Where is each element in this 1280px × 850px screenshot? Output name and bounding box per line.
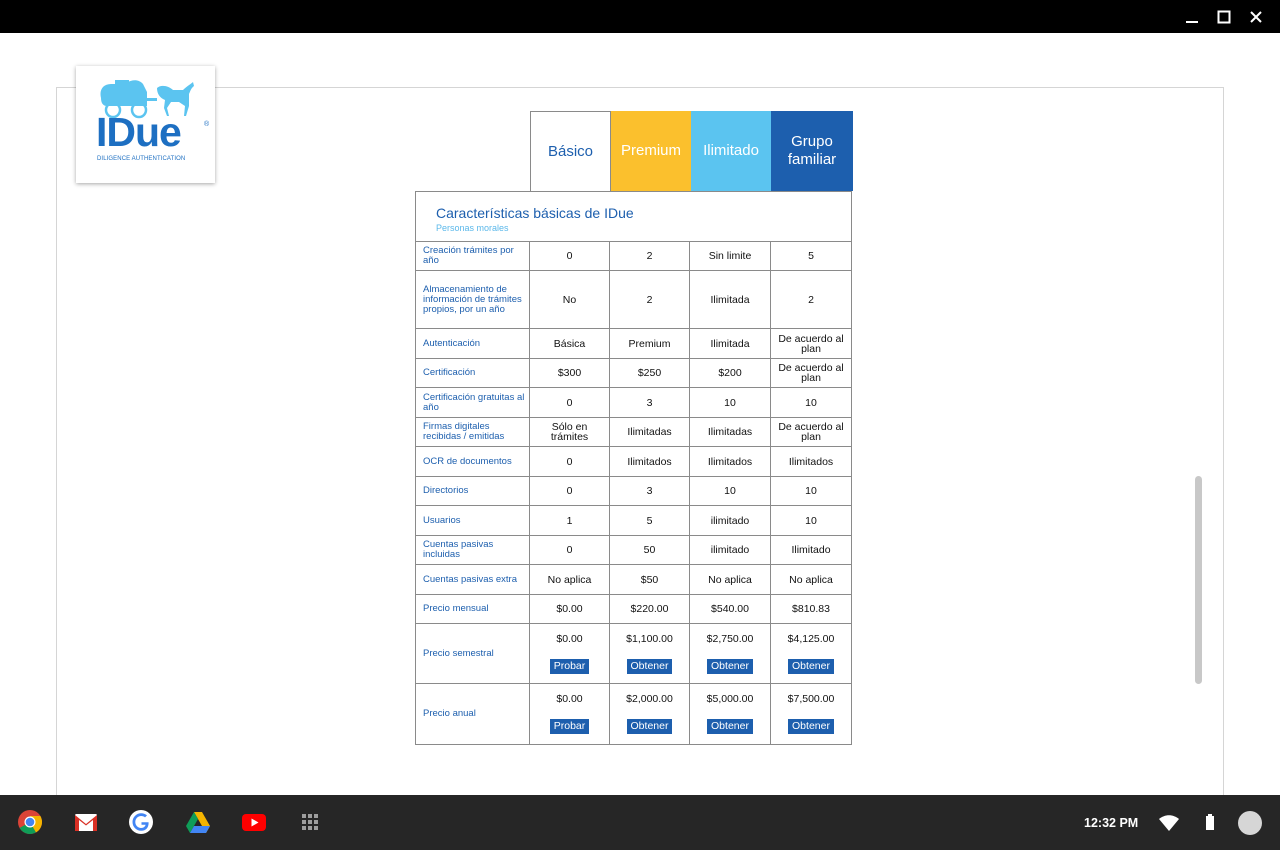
cell-grupo-familiar: No aplica [789, 573, 833, 586]
table-subtitle: Personas morales [436, 223, 509, 233]
row-label: Precio mensual [416, 595, 530, 623]
cell-basico [530, 624, 610, 683]
table-row [416, 242, 851, 271]
row-label: Almacenamiento de información de trámites propios, por un año [416, 271, 530, 328]
cell-basico: 0 [530, 536, 610, 564]
cell-premium: 2 [610, 242, 690, 270]
cell-premium: 50 [610, 536, 690, 564]
cell-grupo-familiar [771, 684, 851, 744]
cell-premium: Ilimitados [610, 447, 690, 476]
obtener-button[interactable]: Obtener [707, 659, 753, 674]
cell-premium: $50 [610, 565, 690, 594]
maximize-icon [1217, 10, 1231, 24]
drive-icon[interactable] [185, 809, 211, 835]
cell-basico: Básica [530, 329, 610, 358]
table-row [416, 388, 851, 418]
cell-basico: 0 [530, 388, 610, 417]
cell-ilimitado: ilimitado [690, 506, 771, 535]
plan-header-basico: Básico [530, 111, 611, 191]
minimize-icon [1185, 10, 1199, 24]
cell-grupo-familiar: 10 [805, 485, 817, 497]
table-row [416, 329, 851, 359]
cell-basico: Sólo en trámites [530, 418, 610, 446]
cell-premium: 5 [610, 506, 690, 535]
system-clock[interactable]: 12:32 PM [1084, 816, 1139, 830]
cell-basico: $300 [530, 359, 610, 387]
table-row-anual [416, 684, 851, 744]
obtener-button[interactable]: Obtener [788, 719, 834, 734]
table-title: Características básicas de IDue [436, 205, 634, 221]
cell-premium: Ilimitadas [610, 418, 690, 446]
cell-premium: 3 [610, 388, 690, 417]
probar-button[interactable]: Probar [550, 719, 590, 734]
cell-grupo-familiar: 10 [805, 514, 817, 527]
cell-ilimitado: Ilimitados [690, 447, 771, 476]
cell-basico: 0 [530, 477, 610, 505]
cell-premium: Premium [610, 329, 690, 358]
price-value: $0.00 [556, 693, 583, 705]
cell-premium [610, 684, 690, 744]
table-row [416, 271, 851, 329]
cell-premium [610, 624, 690, 683]
wifi-icon[interactable] [1157, 811, 1181, 835]
table-row-semestral [416, 624, 851, 684]
cell-ilimitado: Ilimitadas [690, 418, 771, 446]
cell-basico: 0 [530, 242, 610, 270]
price-value: $2,750.00 [706, 632, 754, 645]
cell-grupo-familiar: De acuerdo al plan [778, 362, 844, 384]
table-row [416, 536, 851, 565]
plan-header-premium: Premium [611, 111, 691, 191]
account-avatar[interactable] [1238, 811, 1262, 835]
registered-mark: ® [204, 121, 210, 128]
cell-grupo-familiar: De acuerdo al plan [778, 421, 844, 443]
features-table [415, 191, 852, 745]
cell-ilimitado [690, 624, 771, 683]
page-content [0, 33, 1280, 795]
gmail-icon[interactable] [73, 809, 99, 835]
row-label: Firmas digitales recibidas / emitidas [416, 418, 530, 446]
price-value: $7,500.00 [787, 693, 835, 705]
maximize-button[interactable] [1208, 0, 1240, 33]
cell-premium: 2 [610, 271, 690, 328]
launcher-icon[interactable] [297, 809, 323, 835]
cell-ilimitado: Sin limite [690, 242, 771, 270]
row-label: Usuarios [416, 506, 530, 535]
youtube-icon[interactable] [241, 809, 267, 835]
cell-grupo-familiar: Ilimitado [791, 544, 831, 556]
cell-ilimitado: Ilimitada [690, 329, 771, 358]
table-row [416, 359, 851, 388]
row-label: Cuentas pasivas incluidas [416, 536, 530, 564]
cell-grupo-familiar [771, 624, 851, 683]
cell-ilimitado [690, 684, 771, 744]
table-row [416, 447, 851, 477]
row-label: Precio semestral [416, 624, 530, 683]
row-label: Certificación gratuitas al año [416, 388, 530, 417]
cell-basico: 0 [530, 447, 610, 476]
window-titlebar [0, 0, 1280, 33]
logo-tagline: DILIGENCE AUTHENTICATION [97, 156, 186, 162]
google-icon[interactable] [128, 809, 154, 835]
row-label: OCR de documentos [416, 447, 530, 476]
cell-premium: $220.00 [610, 595, 690, 623]
price-value: $4,125.00 [787, 632, 835, 645]
obtener-button[interactable]: Obtener [627, 659, 673, 674]
probar-button[interactable]: Probar [550, 659, 590, 674]
price-value: $0.00 [556, 632, 583, 645]
cell-ilimitado: $540.00 [690, 595, 771, 623]
cell-ilimitado: ilimitado [690, 536, 771, 564]
table-row [416, 477, 851, 506]
table-row [416, 418, 851, 447]
row-label: Certificación [416, 359, 530, 387]
vertical-scrollbar[interactable] [1195, 476, 1202, 684]
row-label: Cuentas pasivas extra [416, 565, 530, 594]
close-button[interactable] [1240, 0, 1272, 33]
obtener-button[interactable]: Obtener [627, 719, 673, 734]
cell-basico: No aplica [530, 565, 610, 594]
cell-basico: 1 [530, 506, 610, 535]
cell-grupo-familiar: 10 [805, 396, 817, 409]
price-value: $1,100.00 [626, 632, 673, 645]
table-row [416, 595, 851, 624]
cell-ilimitado: Ilimitada [690, 271, 771, 328]
cell-premium: $250 [610, 359, 690, 387]
cell-ilimitado: $200 [690, 359, 771, 387]
price-value: $2,000.00 [626, 693, 673, 705]
cell-grupo-familiar: 5 [808, 250, 814, 262]
row-label: Directorios [416, 477, 530, 505]
cell-ilimitado: 10 [690, 388, 771, 417]
table-title-block [416, 192, 851, 242]
obtener-button[interactable]: Obtener [788, 659, 834, 674]
cell-grupo-familiar: De acuerdo al plan [778, 332, 844, 355]
logo-wordmark: IDue [96, 109, 181, 155]
cell-grupo-familiar: 2 [808, 293, 814, 306]
cell-grupo-familiar: Ilimitados [788, 455, 834, 468]
cell-basico [530, 684, 610, 744]
close-icon [1249, 10, 1263, 24]
minimize-button[interactable] [1176, 0, 1208, 33]
price-value: $5,000.00 [706, 693, 754, 705]
row-label: Autenticación [416, 329, 530, 358]
cell-grupo-familiar: $810.83 [792, 603, 830, 615]
cell-basico: $0.00 [530, 595, 610, 623]
obtener-button[interactable]: Obtener [707, 719, 753, 734]
idue-logo [76, 66, 215, 183]
cell-ilimitado: No aplica [690, 565, 771, 594]
row-label: Creación trámites por año [416, 242, 530, 270]
cell-premium: 3 [610, 477, 690, 505]
plan-header-grupo-familiar: Grupo familiar [771, 111, 853, 191]
plan-header-ilimitado: Ilimitado [691, 111, 771, 191]
battery-icon[interactable] [1203, 811, 1217, 835]
shelf-taskbar [0, 795, 1280, 850]
cell-basico: No [530, 271, 610, 328]
table-row [416, 506, 851, 536]
table-row [416, 565, 851, 595]
cell-ilimitado: 10 [690, 477, 771, 505]
row-label: Precio anual [416, 684, 530, 744]
chrome-icon[interactable] [17, 809, 43, 835]
